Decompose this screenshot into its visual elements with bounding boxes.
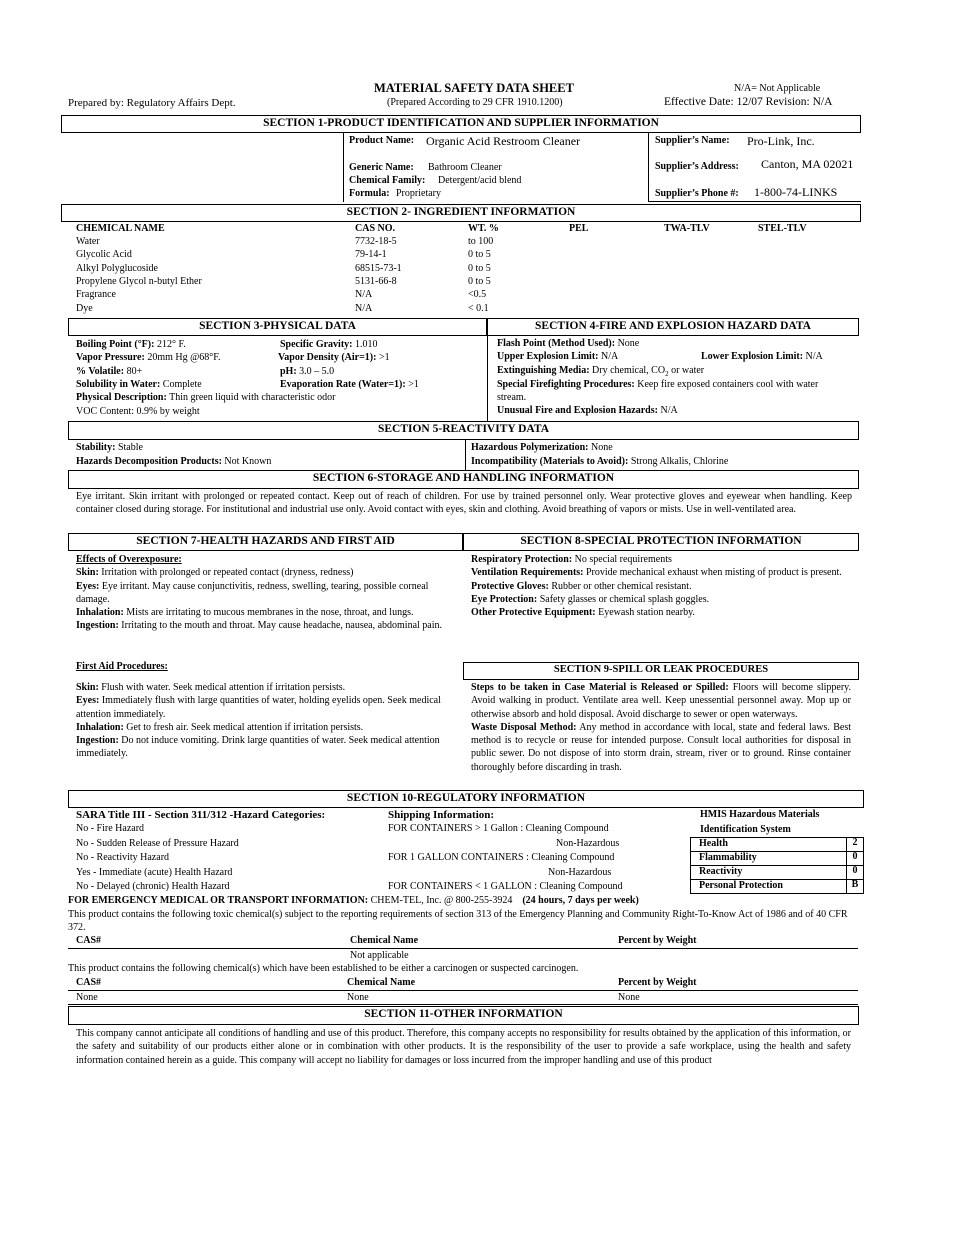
ingredient-cas: 79-14-1 bbox=[355, 249, 387, 261]
formula: Proprietary bbox=[396, 188, 441, 199]
section-3-header: SECTION 3-PHYSICAL DATA bbox=[68, 318, 487, 336]
first-aid-eyes: Eyes: Immediately flush with large quantities of water, holding eyelids open. Seek medical attention immediately. bbox=[76, 695, 441, 720]
col-chemical-name: Chemical Name bbox=[350, 935, 419, 946]
hazardous-polymerization: Hazardous Polymerization: None bbox=[471, 442, 613, 453]
prepared-by: Prepared by: Regulatory Affairs Dept. bbox=[68, 97, 236, 109]
effective-date: Effective Date: 12/07 Revision: N/A bbox=[664, 96, 833, 108]
ingredient-name: Alkyl Polyglucoside bbox=[76, 262, 158, 274]
col-stel: STEL-TLV bbox=[758, 223, 807, 234]
section-1-header: SECTION 1-PRODUCT IDENTIFICATION AND SUPPLIER INFORMATION bbox=[61, 115, 861, 133]
divider bbox=[487, 336, 488, 421]
generic-name: Bathroom Cleaner bbox=[428, 162, 502, 173]
hmis-value: 0 bbox=[846, 851, 863, 866]
ingredient-name: Dye bbox=[76, 302, 93, 314]
product-name-label: Product Name: bbox=[349, 135, 415, 146]
hmis-label: Reactivity bbox=[699, 866, 743, 877]
section-6-header: SECTION 6-STORAGE AND HANDLING INFORMATION bbox=[68, 470, 859, 489]
prepared-according: (Prepared According to 29 CFR 1910.1200) bbox=[387, 97, 563, 108]
spill-steps: Steps to be taken in Case Material is Released or Spilled: Floors will become slippery. Avoid walking in product. Ventilate area well. Keep unessential personnel away. Mop up or otherwise absorb and hold disposal. Avoid discharge to sewer or open waterways. bbox=[471, 682, 852, 720]
sara-item: No - Reactivity Hazard bbox=[76, 852, 170, 863]
first-aid-heading: First Aid Procedures: bbox=[76, 661, 168, 672]
ingredient-wt: < 0.1 bbox=[468, 302, 489, 314]
col-cas: CAS# bbox=[76, 935, 102, 946]
hmis-row bbox=[690, 879, 864, 894]
supplier-phone-label: Supplier’s Phone #: bbox=[655, 188, 739, 199]
sara-item: No - Sudden Release of Pressure Hazard bbox=[76, 838, 239, 849]
sara-item: No - Fire Hazard bbox=[76, 823, 145, 834]
unusual-hazards: Unusual Fire and Explosion Hazards: N/A bbox=[497, 405, 678, 416]
divider bbox=[648, 201, 861, 202]
extinguishing-media: Extinguishing Media: Dry chemical, $CO_2$ or water bbox=[497, 365, 705, 378]
sara-item: Yes - Immediate (acute) Health Hazard bbox=[76, 867, 233, 878]
waste-disposal: Waste Disposal Method: Any method in accordance with local, state and federal laws. Best method is to recycle or reuse for intended purpose. Consult local authorities for disposal in public sewer. Do not dispose of into storm drain, stream, river or to ground. Rinse container thoroughly before discarding in trash. bbox=[471, 721, 851, 773]
ingredient-wt: to 100 bbox=[468, 236, 494, 247]
first-aid-ingestion: Ingestion: Do not induce vomiting. Drink large quantities of water. Seek medical attention immediately. bbox=[76, 735, 440, 760]
na-note: N/A= Not Applicable bbox=[734, 83, 821, 94]
hmis-row bbox=[690, 865, 864, 880]
vapor-density: Vapor Density (Air=1): >1 bbox=[278, 352, 390, 363]
ingredient-cas: 7732-18-5 bbox=[355, 236, 397, 247]
section-7-first-aid bbox=[76, 681, 454, 761]
col-wt: WT. % bbox=[468, 223, 499, 234]
decomposition-products: Hazards Decomposition Products: Not Known bbox=[76, 456, 272, 467]
document-title: MATERIAL SAFETY DATA SHEET bbox=[374, 81, 574, 95]
chemical-family: Detergent/acid blend bbox=[438, 175, 522, 186]
firefighting-procedures: Special Firefighting Procedures: Keep fire exposed containers cool with water stream. bbox=[497, 379, 819, 404]
hmis-row bbox=[690, 851, 864, 866]
voc-content: VOC Content: 0.9% by weight bbox=[76, 406, 200, 417]
section-7-header: SECTION 7-HEALTH HAZARDS AND FIRST AID bbox=[68, 533, 463, 551]
ingredient-cas: N/A bbox=[355, 302, 373, 314]
section-2-header: SECTION 2- INGREDIENT INFORMATION bbox=[61, 204, 861, 222]
respiratory-protection: Respiratory Protection: No special requirements bbox=[471, 554, 672, 565]
ingredient-table bbox=[0, 236, 954, 318]
supplier-address-label: Supplier’s Address: bbox=[655, 161, 739, 172]
ingredient-name: Glycolic Acid bbox=[76, 249, 132, 261]
divider bbox=[68, 1004, 858, 1005]
col-chemical-name: CHEMICAL NAME bbox=[76, 223, 165, 234]
protective-gloves: Protective Gloves: Rubber or other chemical resistant. bbox=[471, 580, 692, 592]
ingredient-wt: 0 to 5 bbox=[468, 262, 491, 274]
shipping-line: Non-Hazardous bbox=[548, 867, 612, 878]
hmis-value: 0 bbox=[846, 865, 863, 880]
ingredient-cas: 68515-73-1 bbox=[355, 262, 402, 274]
ingredient-cas: 5131-66-8 bbox=[355, 275, 397, 287]
ingredient-wt: <0.5 bbox=[468, 289, 487, 301]
other-information-text: This company cannot anticipate all conditions of handling and use of this product. Therefore, this company accepts no responsibility for results obtained by the application of this information, or the safety and suitability of our products either alone or in combination with other products. It is the responsibility of the user to provide a safe workplace, using the health and safety information contained herein as a guide. This company will accept no liability for damages or loss incurred from the improper handling and use of this product bbox=[76, 1028, 851, 1066]
effect-inhalation: Inhalation: Mists are irritating to mucous membranes in the nose, throat, and lungs. bbox=[76, 607, 414, 619]
first-aid-inhalation: Inhalation: Get to fresh air. Seek medical attention if irritation persists. bbox=[76, 721, 364, 733]
section-4-header: SECTION 4-FIRE AND EXPLOSION HAZARD DATA bbox=[487, 318, 859, 336]
ventilation-requirements: Ventilation Requirements: Provide mechanical exhaust when misting of product is present. bbox=[471, 567, 842, 579]
col-percent: Percent by Weight bbox=[618, 935, 697, 946]
ingredient-name: Fragrance bbox=[76, 289, 116, 301]
ingredient-wt: 0 to 5 bbox=[468, 249, 491, 261]
ingredient-name: Propylene Glycol n-butyl Ether bbox=[76, 275, 202, 287]
supplier-name-label: Supplier’s Name: bbox=[655, 135, 730, 146]
table-row bbox=[0, 263, 954, 277]
physical-description: Physical Description: Thin green liquid with characteristic odor bbox=[76, 392, 336, 403]
formula-label: Formula: bbox=[349, 188, 390, 199]
hmis-value: B bbox=[846, 879, 863, 894]
divider bbox=[68, 948, 858, 949]
section-8-header: SECTION 8-SPECIAL PROTECTION INFORMATION bbox=[463, 533, 859, 551]
hmis-subtitle: Identification System bbox=[700, 824, 791, 835]
section-9-body bbox=[471, 681, 851, 774]
col-twa: TWA-TLV bbox=[664, 223, 710, 234]
shipping-line: Non-Hazardous bbox=[556, 838, 620, 849]
divider bbox=[68, 990, 858, 991]
ingredient-wt: 0 to 5 bbox=[468, 275, 491, 287]
shipping-line: FOR CONTAINERS > 1 Gallon : Cleaning Compound bbox=[388, 823, 609, 834]
table-row bbox=[0, 303, 954, 317]
hmis-value: 2 bbox=[846, 837, 863, 852]
col-cas: CAS NO. bbox=[355, 223, 396, 234]
carcinogen-percent: None bbox=[618, 992, 640, 1003]
evaporation-rate: Evaporation Rate (Water=1): >1 bbox=[280, 379, 419, 390]
divider bbox=[648, 133, 649, 202]
specific-gravity: Specific Gravity: 1.010 bbox=[280, 339, 378, 350]
hmis-label: Personal Protection bbox=[699, 880, 783, 891]
section-7-effects bbox=[76, 553, 454, 633]
section-5-header: SECTION 5-REACTIVITY DATA bbox=[68, 421, 859, 440]
vapor-pressure: Vapor Pressure: 20mm Hg @68°F. bbox=[76, 352, 221, 363]
toxic-chemicals-text: This product contains the following toxic chemical(s) subject to the reporting requirements of section 313 of the Emergency Planning and Community Right-To-Know Act of 1986 and of 40 CFR 372. bbox=[68, 909, 848, 934]
upper-explosion-limit: Upper Explosion Limit: N/A bbox=[497, 351, 619, 362]
col-cas: CAS# bbox=[76, 977, 102, 988]
generic-name-label: Generic Name: bbox=[349, 162, 414, 173]
product-name: Organic Acid Restroom Cleaner bbox=[426, 134, 581, 148]
carcinogen-text: This product contains the following chemical(s) which have been established to be either a carcinogen or suspected carcinogen. bbox=[68, 963, 579, 974]
chemical-family-label: Chemical Family: bbox=[349, 175, 426, 186]
storage-handling-text: Eye irritant. Skin irritant with prolonged or repeated contact. Keep out of reach of children. For use by trained personnel only. Wear protective gloves and eyewear when handling. Keep container closed during storage. For institutional and industrial use only. Avoid contact with eyes, skin and clothing. Avoid breathing of vapors or mists. Use in well-ventilated area. bbox=[76, 491, 852, 516]
col-chemical-name: Chemical Name bbox=[347, 977, 416, 988]
eye-protection: Eye Protection: Safety glasses or chemical splash goggles. bbox=[471, 593, 710, 605]
shipping-line: FOR 1 GALLON CONTAINERS : Cleaning Compound bbox=[388, 852, 615, 863]
first-aid-skin: Skin: Flush with water. Seek medical attention if irritation persists. bbox=[76, 682, 346, 693]
effect-ingestion: Ingestion: Irritating to the mouth and throat. May cause headache, nausea, abdominal pain. bbox=[76, 620, 443, 632]
table-row bbox=[0, 276, 954, 290]
shipping-line: FOR CONTAINERS < 1 GALLON : Cleaning Compound bbox=[388, 881, 623, 892]
carcinogen-name: None bbox=[347, 992, 369, 1003]
hmis-title: HMIS Hazardous Materials bbox=[700, 809, 820, 820]
col-pel: PEL bbox=[569, 223, 589, 234]
supplier-name: Pro-Link, Inc. bbox=[747, 134, 815, 148]
volatile: % Volatile: 80+ bbox=[76, 366, 143, 377]
section-11-header: SECTION 11-OTHER INFORMATION bbox=[68, 1006, 859, 1025]
incompatibility: Incompatibility (Materials to Avoid): Strong Alkalis, Chlorine bbox=[471, 456, 729, 467]
effects-heading: Effects of Overexposure: bbox=[76, 554, 182, 565]
boiling-point: Boiling Point (°F): 212° F. bbox=[76, 339, 186, 350]
section-8-body bbox=[471, 553, 849, 619]
ph: pH: 3.0 – 5.0 bbox=[280, 366, 335, 377]
shipping-heading: Shipping Information: bbox=[388, 809, 495, 821]
col-percent: Percent by Weight bbox=[618, 977, 697, 988]
not-applicable: Not applicable bbox=[350, 950, 409, 961]
stability: Stability: Stable bbox=[76, 442, 143, 453]
other-equipment: Other Protective Equipment: Eyewash station nearby. bbox=[471, 607, 695, 619]
table-row bbox=[0, 249, 954, 263]
carcinogen-cas: None bbox=[76, 992, 98, 1003]
divider bbox=[343, 133, 344, 202]
sara-item: No - Delayed (chronic) Health Hazard bbox=[76, 881, 230, 892]
section-10-header: SECTION 10-REGULATORY INFORMATION bbox=[68, 790, 864, 808]
sara-heading: SARA Title III - Section 311/312 -Hazard Categories: bbox=[76, 809, 326, 821]
effect-eyes: Eyes: Eye irritant. May cause conjunctivitis, redness, swelling, tearing, possible corneal damage. bbox=[76, 580, 429, 605]
supplier-phone: 1-800-74-LINKS bbox=[754, 185, 838, 199]
flash-point: Flash Point (Method Used): None bbox=[497, 338, 640, 349]
emergency-info: FOR EMERGENCY MEDICAL OR TRANSPORT INFORMATION: CHEM-TEL, Inc. @ 800-255-3924 (24 hours, 7 days per week) bbox=[68, 895, 639, 906]
divider bbox=[465, 440, 466, 470]
ingredient-name: Water bbox=[76, 236, 100, 247]
table-row bbox=[0, 289, 954, 303]
table-row bbox=[0, 236, 954, 250]
supplier-address: Canton, MA 02021 bbox=[761, 157, 854, 171]
hmis-label: Flammability bbox=[699, 852, 757, 863]
section-9-header: SECTION 9-SPILL OR LEAK PROCEDURES bbox=[463, 662, 859, 680]
hmis-label: Health bbox=[699, 838, 728, 849]
effect-skin: Skin: Irritation with prolonged or repeated contact (dryness, redness) bbox=[76, 567, 354, 579]
ingredient-cas: N/A bbox=[355, 289, 373, 301]
lower-explosion-limit: Lower Explosion Limit: N/A bbox=[701, 351, 823, 362]
solubility: Solubility in Water: Complete bbox=[76, 379, 202, 390]
hmis-row bbox=[690, 837, 864, 852]
